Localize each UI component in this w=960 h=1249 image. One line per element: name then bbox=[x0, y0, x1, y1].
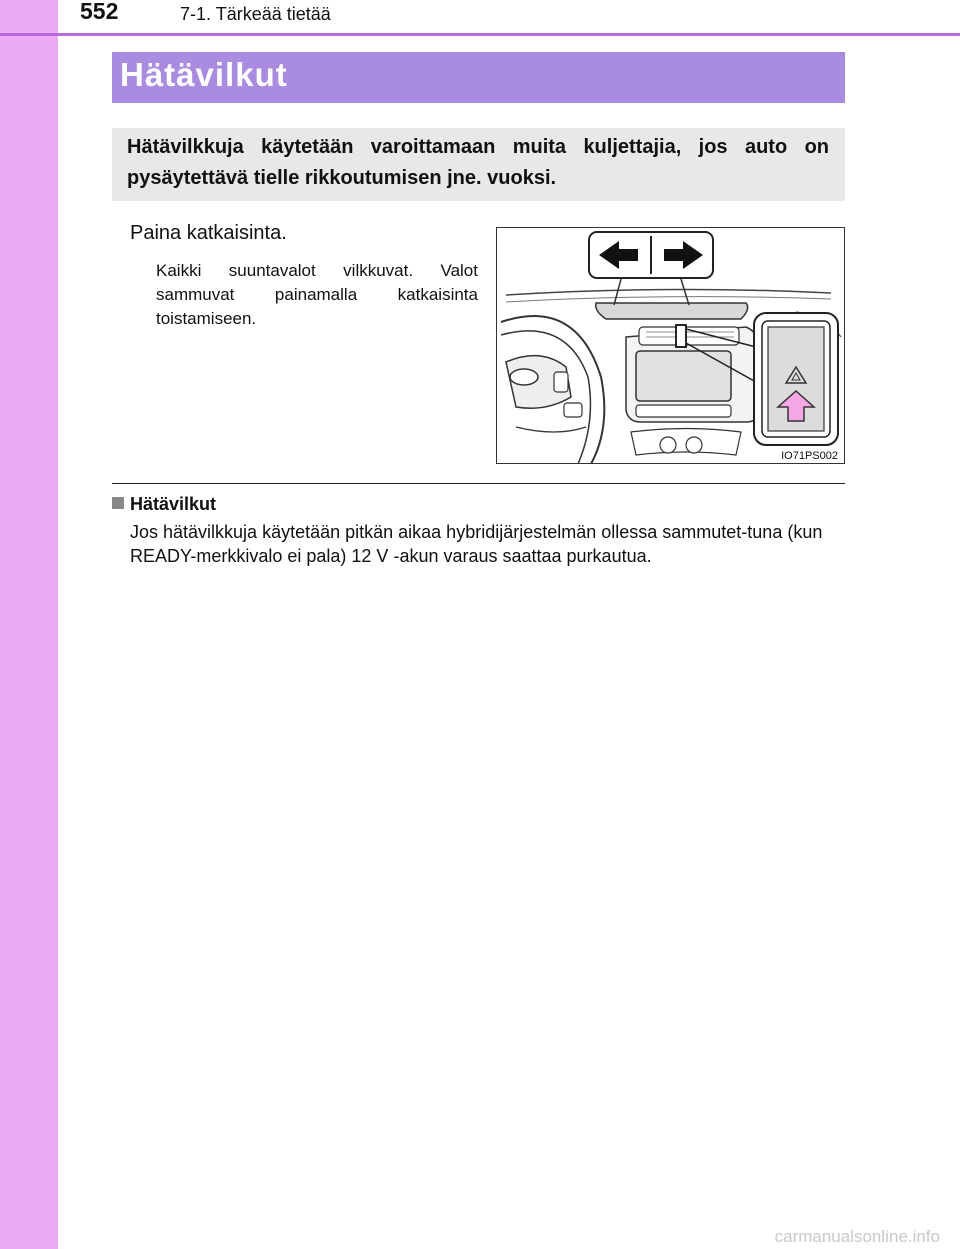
figure-code: IO71PS002 bbox=[781, 450, 838, 462]
section-divider bbox=[112, 483, 845, 484]
instrument-display bbox=[596, 303, 748, 319]
page-title: Hätävilkut bbox=[120, 56, 288, 93]
intro-text: Hätävilkkuja käytetään varoittamaan muita kuljettajia, jos auto on pysäytettävä tielle rikkoutumisen jne. vuoksi. bbox=[127, 136, 829, 189]
page-title-bar bbox=[112, 52, 845, 103]
hazard-switch-location bbox=[676, 325, 686, 347]
note-heading-text: Hätävilkut bbox=[130, 494, 217, 514]
note-text: Jos hätävilkkuja käytetään pitkän aikaa hybridijärjestelmän ollessa sammutet-tuna (kun READY-merkkivalo ei pala) 12 V -akun varaus saattaa purkautua. bbox=[130, 522, 823, 566]
turn-signal-indicator-icon bbox=[589, 232, 713, 278]
intro-box bbox=[112, 128, 845, 201]
step-title: Paina katkaisinta. bbox=[130, 222, 287, 244]
side-strip bbox=[0, 0, 58, 1249]
hazard-switch-closeup bbox=[754, 313, 838, 445]
footer-watermark[interactable]: carmanualsonline.info bbox=[774, 1227, 940, 1246]
step-text: Kaikki suuntavalot vilkkuvat. Valot sammuvat painamalla katkaisinta toistamiseen. bbox=[156, 261, 478, 328]
dashboard-illustration bbox=[496, 227, 845, 464]
page-number: 552 bbox=[80, 0, 119, 24]
note-heading bbox=[112, 494, 216, 515]
header-rule bbox=[0, 33, 960, 36]
bullet-square-icon bbox=[112, 497, 124, 509]
section-reference: 7-1. Tärkeää tietää bbox=[180, 4, 331, 24]
